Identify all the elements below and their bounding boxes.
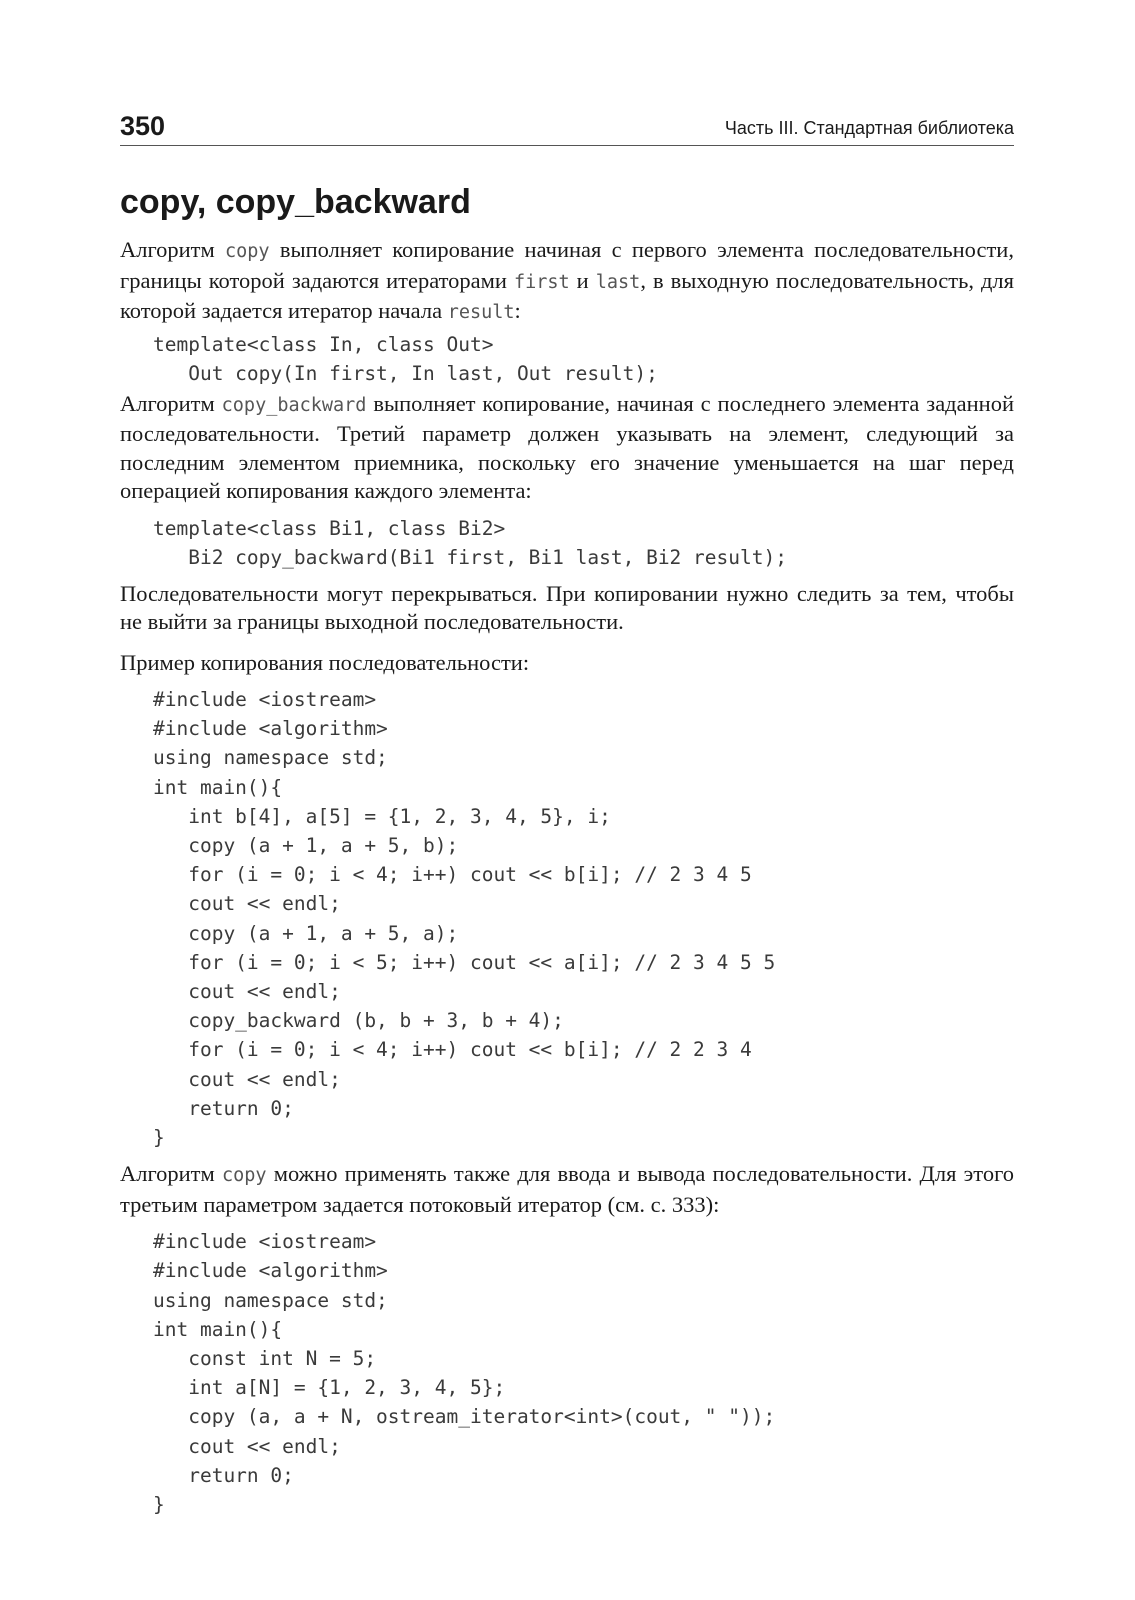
inline-code: copy: [225, 241, 270, 262]
code-line: cout << endl;: [153, 1434, 341, 1458]
code-line: Bi2 copy_backward(Bi1 first, Bi1 last, Bi2 result);: [153, 545, 787, 569]
inline-code: result: [447, 302, 515, 323]
code-line: return 0;: [153, 1463, 294, 1487]
code-line: using namespace std;: [153, 746, 388, 770]
inline-code: last: [595, 271, 641, 293]
page-number: 350: [120, 111, 166, 141]
code-line: cout << endl;: [153, 1067, 341, 1091]
code-line: int b[4], a[5] = {1, 2, 3, 4, 5}, i;: [153, 804, 611, 828]
code-line: int main(){: [153, 775, 283, 799]
code-block-copy-backward-signature: [153, 514, 1014, 572]
code-line: for (i = 0; i < 4; i++) cout << b[i]; // 2 3 4 5: [153, 863, 752, 887]
code-line: copy (a + 1, a + 5, b);: [153, 834, 459, 858]
code-line: for (i = 0; i < 4; i++) cout << b[i]; // 2 2 3 4: [153, 1038, 752, 1062]
page-header: [120, 100, 1014, 146]
code-line: copy (a + 1, a + 5, a);: [153, 921, 459, 945]
code-line: #include <algorithm>: [153, 1259, 388, 1283]
paragraph-example-intro: Пример копирования последовательности:: [120, 649, 530, 675]
inline-code: copy_backward: [221, 394, 367, 416]
inline-code: first: [513, 271, 570, 293]
code-line: #include <iostream>: [153, 688, 377, 711]
paragraph-copy-intro: Алгоритм copy выполняет копирование начиная с первого элемента последовательности, границы которой задаются итераторами first и last, в выходную последовательность, для которой задается итератор начала result:: [120, 237, 1015, 323]
code-line: return 0;: [153, 1096, 294, 1120]
code-line: using namespace std;: [153, 1288, 388, 1312]
code-line: template<class Bi1, class Bi2>: [153, 516, 506, 540]
code-block-copy-signature: [153, 330, 1014, 388]
code-line: copy (a, a + N, ostream_iterator<int>(cout, " "));: [153, 1405, 776, 1429]
code-line: }: [153, 1493, 165, 1517]
paragraph-stream-iterator: Алгоритм copy можно применять также для ввода и вывода последовательности. Для этого третьим параметром задается потоковый итератор (см. с. 333):: [120, 1161, 1014, 1217]
inline-code: copy: [221, 1165, 267, 1187]
code-block-example-2: [153, 1227, 1014, 1519]
code-line: cout << endl;: [153, 892, 341, 916]
paragraph-copy-backward-intro: Алгоритм copy_backward выполняет копирование, начиная с последнего элемента заданной последовательности. Третий параметр должен указывать на элемент, следующий за последним элементом приемника, поскольку его значение уменьшается на шаг перед операцией копирования каждого элемента:: [120, 390, 1014, 503]
code-line: int main(){: [153, 1317, 283, 1341]
code-line: const int N = 5;: [153, 1347, 377, 1371]
paragraph-overlap-note: Последовательности могут перекрываться. При копировании нужно следить за тем, чтобы не выйти за границы выходной последовательности.: [120, 580, 1014, 634]
code-line: }: [153, 1126, 165, 1150]
section-title: copy, copy_backward: [120, 183, 471, 221]
code-block-example-1: [153, 685, 1014, 1152]
code-line: cout << endl;: [153, 980, 341, 1004]
code-line: #include <algorithm>: [153, 717, 388, 741]
book-page: [120, 100, 1014, 1527]
code-line: for (i = 0; i < 5; i++) cout << a[i]; // 2 3 4 5 5: [153, 950, 776, 974]
code-line: int a[N] = {1, 2, 3, 4, 5};: [153, 1376, 506, 1400]
running-title: Часть III. Стандартная библиотека: [724, 118, 1014, 138]
code-line: template<class In, class Out>: [153, 332, 494, 356]
code-line: Out copy(In first, In last, Out result);: [153, 361, 658, 385]
code-line: #include <iostream>: [153, 1230, 377, 1254]
code-line: copy_backward (b, b + 3, b + 4);: [153, 1009, 564, 1033]
